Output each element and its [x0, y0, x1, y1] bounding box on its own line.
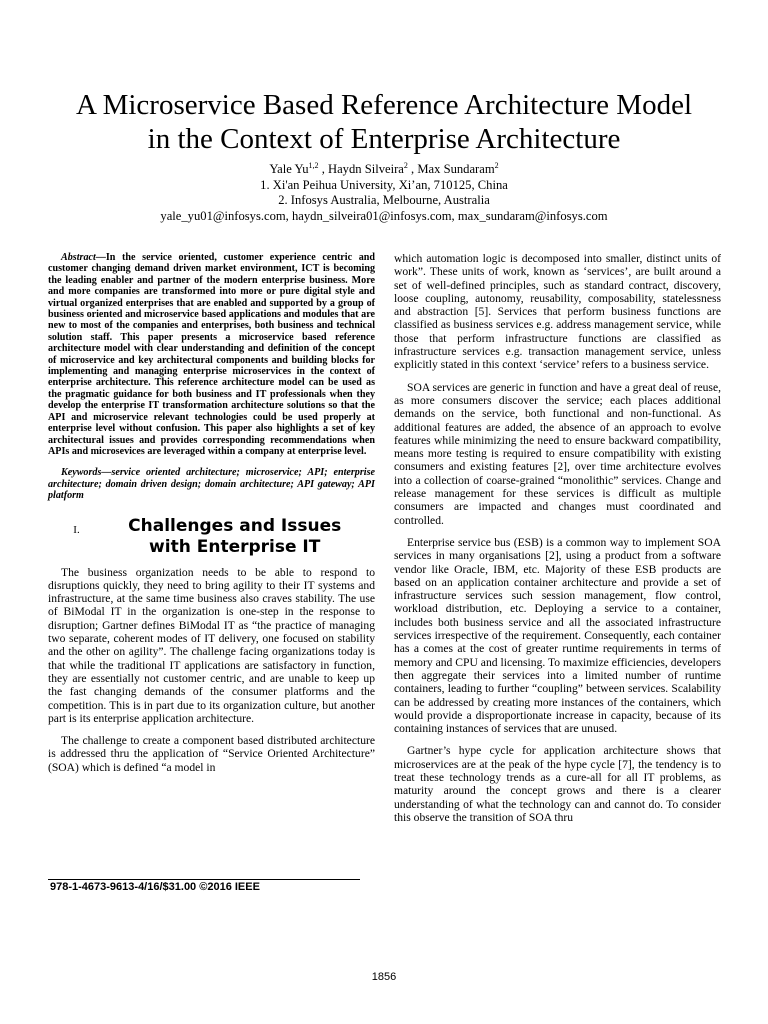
- author-2-affil: 2: [403, 161, 408, 170]
- page-number: 1856: [371, 971, 397, 983]
- abstract-text: In the service oriented, customer experience centric and customer changing demand driven market environment, ICT is becoming the leading enabler and partner of the modern enterprise business. More and more companies are transformed into more or pure digital style and virtual organized enterprises that are enabled and supported by a group of business oriented and microservice based applications and modules that are new to most of the companies and enterprises, both business and technical solution staff. This paper presents a microservice based reference architecture model with clear understanding and definition of the concept of microservice and key architectural components and building blocks for implementing and managing enterprise microservices in the context of enterprise architecture. This reference architecture model can be used as the pragmatic guidance for both business and IT professionals when they develop the enterprise IT transformation architecture solutions so that the API and microservice relevant technologies could be used properly at enterprise level without confusion. This paper also highlights a set of key architectural issues and provides corresponding recommendations when APIs and microsevices are leveraged within a company at enterprise level.: [48, 252, 375, 457]
- keywords-label: Keywords: [61, 467, 102, 479]
- body-paragraph: The challenge to create a component based distributed architecture is addressed thru the application of “Service Oriented Architecture” (SOA) which is defined “a model in: [48, 734, 375, 774]
- paper-title: [20, 88, 748, 156]
- affiliation-2: 2. Infosys Australia, Melbourne, Australia: [278, 193, 490, 207]
- body-paragraph: SOA services are generic in function and have a great deal of reuse, as more consumers discover the service; each places additional demands on the service, both functional and non-functional. As additional features are added, the absence of an approach to evolve features while minimizing the need to ensure backward compatibility, means more testing is required to ensure compatibility with existing consumers and existing features [2], over time architecture evolves into a collection of coarse-grained “monolithic” services. Change and release management for these services is difficult as multiple consumers are impacted and changes must coordinated and controlled.: [394, 380, 721, 527]
- left-column: [48, 252, 375, 774]
- author-block: [20, 162, 748, 224]
- keywords-dash: —: [101, 467, 112, 479]
- keywords-text: service oriented architecture; microservice; API; enterprise architecture; domain driven design; domain architecture; API gateway; API platform: [48, 467, 375, 502]
- abstract-label: Abstract: [61, 252, 96, 263]
- abstract: [48, 252, 375, 457]
- author-1: Yale Yu: [269, 162, 309, 176]
- title-line-2: in the Context of Enterprise Architecture: [147, 123, 621, 155]
- author-2: , Haydn Silveira: [318, 162, 404, 176]
- body-paragraph: Enterprise service bus (ESB) is a common way to implement SOA services in many organisations [2], using a product from a software vendor like Oracle, IBM, etc. Majority of these ESB products are based on an application container architecture and provide a set of infrastructure services such session management, flow control, workload distribution, etc. Deploying a service to a container, includes both business service and all the associated infrastructure services irrespective of the requirement. Consequently, each container has a comes at the cost of greater runtime requirements in terms of memory and CPU and licensing. To maximize efficiencies, developers then aggregate their services into a limited number of runtime containers, leading to further “coupling” between services. Scalability can be addressed by creating more instances of the containers, which would provide a disproportionate increase in capacity, because of its containing instances of services that are unused.: [394, 535, 721, 736]
- body-paragraph: which automation logic is decomposed into smaller, distinct units of work”. These units of work, known as ‘services’, are built around a set of well-defined principles, such as standard contract, discovery, loose coupling, autonomy, reusability, composability, statelessness and abstraction [5]. Services that perform business functions are classified as business services e.g. address management service, while those that perform infrastructure functions are classified as infrastructure services e.g. transaction management service, unless explicitly stated in this context ‘service’ refers to a business service.: [394, 252, 721, 372]
- author-emails: yale_yu01@infosys.com, haydn_silveira01@infosys.com, max_sundaram@infosys.com: [160, 208, 608, 223]
- author-names: [20, 162, 748, 178]
- footnote-rule: [48, 879, 360, 880]
- abstract-dash: —: [95, 252, 106, 263]
- section-title: Challenges and Issues with Enterprise IT: [128, 515, 342, 557]
- affiliation-1: 1. Xi'an Peihua University, Xi’an, 710125, China: [260, 177, 508, 192]
- author-3-affil: 2: [494, 161, 499, 170]
- keywords: [48, 467, 375, 501]
- title-line-1: A Microservice Based Reference Architecture Model: [76, 89, 692, 121]
- section-number: I.: [73, 523, 80, 536]
- body-paragraph: Gartner’s hype cycle for application architecture shows that microservices are at the peak of the hype cycle [7], the tendency is to treat these technology trends as a cure-all for all IT problems, as maturity around the concept grows and there is a clearer understanding of what the technology can and cannot do. To consider this observe the transition of SOA thru: [394, 744, 721, 824]
- section-1-heading: [48, 516, 375, 558]
- author-3: , Max Sundaram: [407, 162, 495, 176]
- right-column: [394, 252, 721, 824]
- copyright-notice: 978-1-4673-9613-4/16/$31.00 ©2016 IEEE: [50, 881, 260, 893]
- body-paragraph: The business organization needs to be able to respond to disruptions quickly, they need to bring agility to their IT systems and infrastructure, at the same time business also craves stability. The use of BiModal IT in the organization is one-step in the response to disruption; Gartner defines BiModal IT as “the practice of managing two separate, coherent modes of IT delivery, one focused on stability and the other on agility”. The challenge facing organizations today is that while the traditional IT applications are satisfactory in function, they are essentially not customer centric, and are unable to keep up the fast changing demands of the consumer platforms and the competition. This is in part due to its organization culture, but another part is its enterprise application architecture.: [48, 565, 375, 725]
- author-1-affil: 1,2: [308, 161, 319, 170]
